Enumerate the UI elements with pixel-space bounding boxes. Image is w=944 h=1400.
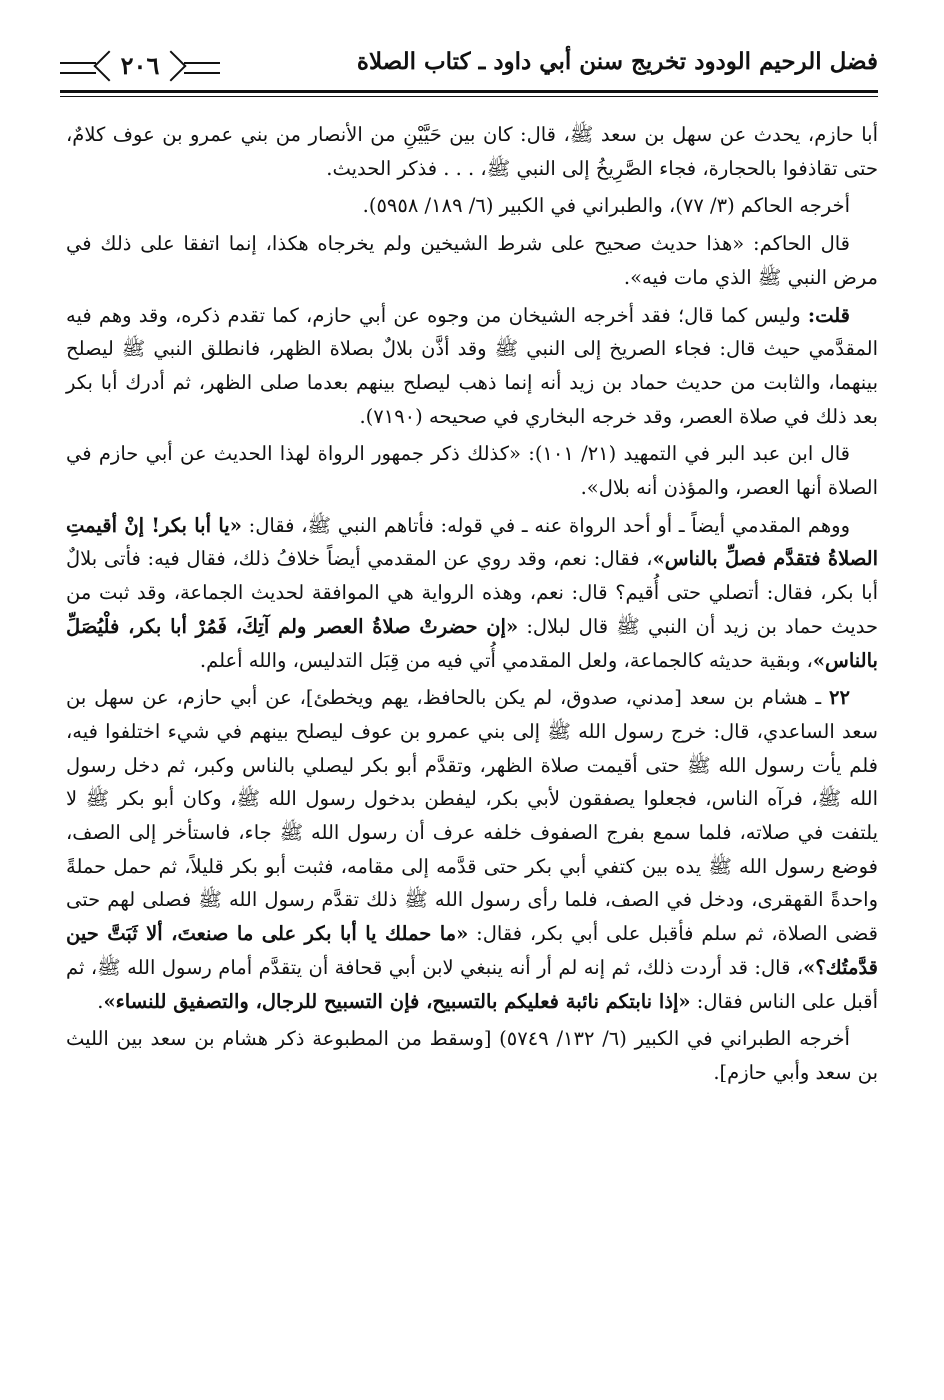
paragraph: [66, 299, 878, 434]
text-run: ووهم المقدمي أيضاً ـ أو أحد الرواة عنه ـ في قوله: فأتاهم النبي ﷺ، فقال:: [241, 513, 851, 537]
text-run: ، فقال: نعم، وقد روي عن المقدمي أيضاً خلافُ ذلك، فقال فيه: فأتى بلالٌ أبا بكر، فقال: أتصلي حتى أُقيم؟ قال: نعم، وهذه الرواية هي الموافقة لحديث الجماعة، وقد ثبت من حديث حماد بن زيد أن النبي ﷺ قال لبلال:: [66, 547, 879, 638]
text-run: .: [97, 989, 104, 1013]
paragraph: [66, 227, 878, 294]
bold-text: «إذا نابتكم نائبة فعليكم بالتسبيح، فإن التسبيح للرجال، والتصفيق للنساء»: [103, 989, 691, 1013]
text-run: أخرجه الحاكم (٣/ ٧٧)، والطبراني في الكبير (٦/ ١٨٩/ ٥٩٥٨).: [362, 194, 850, 218]
paragraph: [66, 681, 878, 1018]
text-run: قال ابن عبد البر في التمهيد (٢١/ ١٠١): «كذلك ذكر جمهور الرواة لهذا الحديث عن أبي حازم في الصلاة أنها العصر، والمؤذن أنه بلال».: [66, 442, 878, 500]
text-run: ، قال: قد أردت ذلك، ثم إنه لم أر أنه ينبغي لابن أبي قحافة أن يتقدَّم أمام رسول الله ﷺ، ثم أقبل على الناس فقال:: [66, 955, 878, 1013]
page-number-ornament: [60, 52, 220, 82]
text-run: ـ هشام بن سعد [مدني، صدوق، لم يكن بالحافظ، يهم ويخطئ]، عن أبي حازم، عن سهل بن سعد الساعدي، قال: خرج رسول الله ﷺ إلى بني عمرو بن عوف ليصلح بينهم في شيء اختلفوا فيه، فلم يأت رسول الله ﷺ حتى أقيمت صلاة الظهر، وتقدَّم أبو بكر ليصلي بالناس وكبر، ثم دخل رسول الله ﷺ، فرآه الناس، فجعلوا يصفقون لأبي بكر، ليفطن بدخول رسول الله ﷺ، وكان أبو بكر ﷺ لا يلتفت في صلاته، فلما سمع بفرج الصفوف خلفه عرف أن رسول الله ﷺ جاء، فاستأخر إلى الصف، فوضع رسول الله ﷺ يده بين كتفي أبي بكر حتى قدَّمه إلى مقامه، فثبت أبو بكر قليلاً، ثم حمل حملةً واحدةً القهقرى، ودخل في الصف، فلما رأى رسول الله ﷺ ذلك تقدَّم رسول الله ﷺ فصلى لهم حتى قضى الصلاة، ثم سلم فأقبل على أبي بكر، فقال:: [66, 686, 879, 946]
bold-text: «إن حضرتْ صلاةُ العصر ولم آتِكَ، فَمُرْ أبا بكر، فلْيُصَلِّ بالناس»: [66, 614, 878, 672]
paragraph: [66, 118, 878, 185]
page-header: [60, 38, 878, 96]
header-rule: [60, 90, 878, 97]
text-run: أبا حازم، يحدث عن سهل بن سعد ﷺ، قال: كان بين حَيَّيْنِ من الأنصار من بني عمرو بن عوف كلامٌ، حتى تقاذفوا بالحجارة، فجاء الصَّرِيخُ إلى النبي ﷺ، . . . فذكر الحديث.: [66, 123, 878, 180]
ornament-bars-left: [60, 62, 96, 74]
page-body: [66, 118, 878, 1094]
text-run: أخرجه الطبراني في الكبير (٦/ ١٣٢/ ٥٧٤٩) [وسقط من المطبوعة ذكر هشام بن سعد بين الليث بن سعد وأبي حازم].: [66, 1027, 878, 1084]
ornament-bars-right: [184, 62, 220, 74]
paragraph: [66, 1022, 878, 1089]
paragraph: [66, 509, 878, 678]
text-run: قال الحاكم: «هذا حديث صحيح على شرط الشيخين ولم يخرجاه هكذا، إنما اتفقا على ذلك في مرض النبي ﷺ الذي مات فيه».: [66, 232, 878, 289]
paragraph: [66, 437, 878, 504]
text-run: ، وبقية حديثه كالجماعة، ولعل المقدمي أُتي فيه من قِبَل التدليس، والله أعلم.: [199, 648, 813, 672]
bold-text: «يا أبا بكر! إنْ أقيمتِ الصلاةُ فتقدَّم فصلِّ بالناس»: [66, 513, 878, 571]
running-title: فضل الرحيم الودود تخريج سنن أبي داود ـ كتاب الصلاة: [356, 48, 878, 75]
page-number: ٢٠٦: [102, 52, 178, 80]
bold-text: ٢٢: [829, 686, 850, 710]
text-run: وليس كما قال؛ فقد أخرجه الشيخان من وجوه عن أبي حازم، كما تقدم ذكره، وقد وهم فيه المقدَّمي حيث قال: فجاء الصريخ إلى النبي ﷺ وقد أذَّن بلالٌ بصلاة الظهر، فانطلق النبي ﷺ ليصلح بينهما، والثابت من حديث حماد بن زيد أنه إنما ذهب ليصلح بينهم بعدما صلى الظهر، ثم أدرك أبا بكر بعد ذلك في صلاة العصر، وقد خرجه البخاري في صحيحه (٧١٩٠).: [66, 303, 878, 428]
bold-text: «ما حملك يا أبا بكر على ما صنعتَ، ألا ثَبَتَّ حين قدَّمتُك؟»: [66, 922, 878, 979]
bold-text: قلت:: [807, 303, 850, 327]
paragraph: [66, 189, 878, 223]
